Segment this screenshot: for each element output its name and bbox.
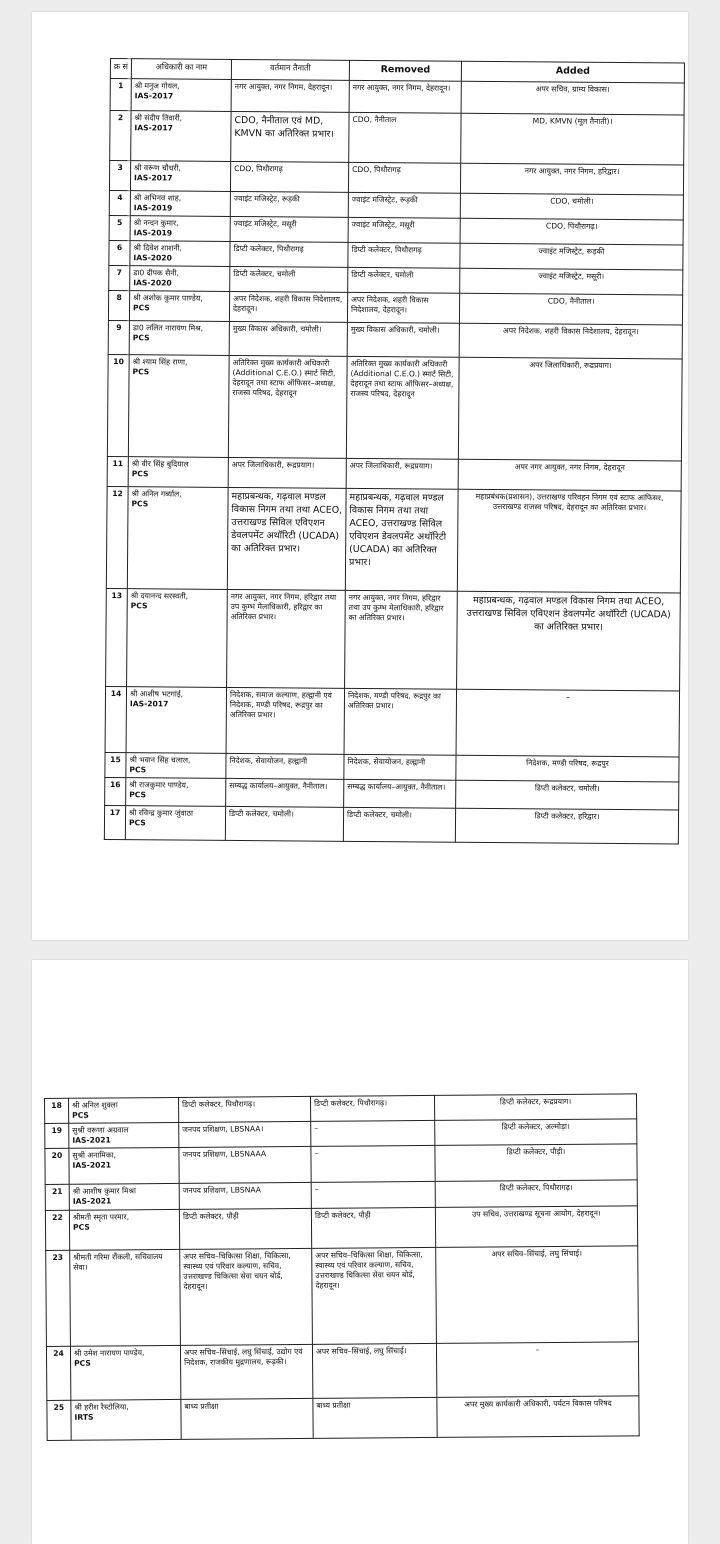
officer-name: श्रीमती स्मृता परमार, bbox=[72, 1212, 130, 1222]
current-posting: मुख्य विकास अधिकारी, चमोली। bbox=[229, 321, 347, 356]
serial-number: 14 bbox=[105, 686, 127, 752]
header-added: Added bbox=[461, 61, 684, 82]
removed-posting: – bbox=[311, 1120, 435, 1146]
added-posting: – bbox=[456, 689, 680, 757]
added-posting: डिप्टी कलेक्टर, पौड़ी। bbox=[435, 1144, 637, 1182]
added-posting: ज्वाइंट मजिस्ट्रेट, मसूरी। bbox=[460, 268, 683, 295]
added-posting: MD, KMVN (मूल तैनाती)। bbox=[461, 113, 684, 165]
added-posting: CDO, चमोली। bbox=[460, 193, 683, 220]
officer-cadre: IAS-2021 bbox=[72, 1135, 111, 1145]
officer-cell bbox=[71, 1399, 181, 1440]
header-sn: क्र सं bbox=[110, 59, 131, 79]
removed-posting: मुख्य विकास अधिकारी, चमोली। bbox=[347, 322, 459, 357]
serial-number: 21 bbox=[45, 1184, 69, 1210]
officer-cadre: PCS bbox=[74, 1358, 91, 1368]
header-removed: Removed bbox=[349, 60, 461, 80]
table-row bbox=[106, 486, 681, 593]
officer-cell bbox=[131, 78, 231, 111]
serial-number: 17 bbox=[104, 805, 125, 839]
officer-name: श्रीमती गरिमा रौंकली, सचिवालय सेवा। bbox=[73, 1252, 163, 1272]
serial-number: 4 bbox=[109, 190, 130, 215]
officer-cadre: IAS-2020 bbox=[133, 277, 172, 288]
officer-cell bbox=[130, 240, 230, 266]
officer-name: श्री श्याम सिंह राणा, bbox=[132, 356, 188, 367]
officer-cadre: PCS bbox=[131, 468, 149, 478]
added-posting: डिप्टी कलेक्टर, चमोली। bbox=[456, 780, 679, 810]
officer-name: श्री राजकुमार पाण्डेय, bbox=[129, 779, 189, 790]
officer-cell bbox=[129, 290, 229, 321]
officer-cadre: IAS-2017 bbox=[134, 90, 174, 101]
added-posting: ज्वाइंट मजिस्ट्रेट, रूड़की bbox=[460, 243, 683, 270]
current-posting: महाप्रबन्धक, गढ़वाल मण्डल विकास निगम तथा तथा ACEO, उत्तराखण्ड सिविल एविएशन डेवलपमेंट अथॉरिटी (UCADA) का अतिरिक्त प्रभार। bbox=[227, 487, 346, 590]
current-posting: बाध्य प्रतीक्षा bbox=[181, 1398, 313, 1439]
officer-cell bbox=[127, 486, 228, 589]
current-posting: अपर सचिव–चिकित्सा शिक्षा, चिकित्सा, स्वास्थ्य एवं परिवार कल्याण, सचिव, उत्तराखण्ड चिकित्सा सेवा चयन बोर्ड, देहरादून। bbox=[180, 1248, 313, 1345]
added-posting: डिप्टी कलेक्टर, अल्मोड़ा। bbox=[435, 1119, 637, 1146]
removed-posting: अतिरिक्त मुख्य कार्यकारी अधिकारी (Additional C.E.O.) स्मार्ट सिटी, देहरादून तथा स्टाफ ऑफिसर–अध्यक्ष, राजस्व परिषद, देहरादून bbox=[346, 356, 459, 459]
officer-name: श्री अभिनव शाह, bbox=[133, 192, 182, 203]
removed-posting: अपर सचिव–चिकित्सा शिक्षा, चिकित्सा, स्वास्थ्य एवं परिवार कल्याण, सचिव, उत्तराखण्ड चिकित्सा सेवा चयन बोर्ड, देहरादून। bbox=[312, 1247, 437, 1344]
officer-cell bbox=[130, 265, 230, 291]
removed-posting: CDO, पिथौरागढ़ bbox=[348, 162, 460, 193]
current-posting: अपर सचिव–सिंचाई, लघु सिंचाई, उद्योग एवं निदेशक, राजकीय मुद्रणालय, रूड़की। bbox=[180, 1344, 312, 1399]
officer-cell bbox=[128, 456, 228, 487]
serial-number: 2 bbox=[110, 110, 131, 160]
table-row bbox=[104, 805, 678, 844]
officer-name: श्री आशीष भटगांई, bbox=[129, 688, 184, 699]
current-posting: निदेशक, समाज कल्याण, हल्द्वानी एवं निदेशक, मण्डी परिषद, रूद्रपुर का अतिरिक्त प्रभार। bbox=[226, 687, 345, 754]
serial-number: 5 bbox=[109, 215, 130, 240]
serial-number: 13 bbox=[106, 588, 128, 686]
removed-posting: ज्वाइंट मजिस्ट्रेट, मसूरी bbox=[348, 217, 460, 243]
table-row bbox=[107, 456, 681, 491]
officer-name: सुश्री वरूणा अग्रवाल bbox=[72, 1125, 129, 1135]
removed-posting: नगर आयुक्त, नगर निगम, हरिद्वार तथा उप कुम्भ मेलाधिकारी, हरिद्वार का अतिरिक्त प्रभार। bbox=[345, 590, 458, 689]
document-page-2 bbox=[32, 960, 688, 1544]
removed-posting: नगर आयुक्त, नगर निगम, देहरादून। bbox=[349, 80, 461, 113]
current-posting: डिप्टी कलेक्टर, चमोली bbox=[230, 266, 348, 292]
serial-number: 23 bbox=[46, 1250, 71, 1346]
added-posting: महाप्रबन्धक, गढ़वाल मण्डल विकास निगम तथा ACEO, उत्तराखण्ड सिविल एविएशन डेवलपमेंट अथॉरिटी (UCADA) का अतिरिक्त प्रभार। bbox=[457, 591, 681, 691]
current-posting: डिप्टी कलेक्टर, पिथौरागढ़ bbox=[230, 241, 348, 267]
officer-name: श्री अनिल गर्ब्याल, bbox=[131, 488, 182, 499]
officer-cadre: IAS-2019 bbox=[133, 202, 173, 213]
officer-cadre: IAS-2020 bbox=[133, 252, 172, 263]
officer-name: श्री अनिल शुक्ला bbox=[72, 1100, 118, 1110]
added-posting: CDO, पिथौरागढ़। bbox=[460, 218, 683, 245]
table-row bbox=[46, 1342, 638, 1401]
officer-name: श्री भवान सिंह चलाल, bbox=[129, 754, 191, 765]
current-posting: जनपद प्रशिक्षण, LBSNAA bbox=[179, 1182, 311, 1209]
officer-cell bbox=[128, 354, 229, 457]
officer-cadre: PCS bbox=[128, 817, 146, 828]
officer-name: श्री वरूण चौधरी, bbox=[134, 162, 181, 173]
officer-cell bbox=[69, 1097, 179, 1123]
officer-name: श्री हरीश रैस्टोलिया, bbox=[74, 1402, 129, 1412]
officer-cell bbox=[130, 190, 230, 216]
table-row bbox=[45, 1206, 637, 1251]
current-posting: ज्वाइंट मजिस्ट्रेट, रूड़की bbox=[230, 191, 348, 217]
removed-posting: डिप्टी कलेक्टर, पौड़ी bbox=[311, 1207, 435, 1248]
current-posting: CDO, पिथौरागढ़ bbox=[230, 161, 348, 192]
added-posting: नगर आयुक्त, नगर निगम, हरिद्वार। bbox=[460, 163, 683, 195]
officer-cell bbox=[69, 1122, 179, 1148]
transfer-table-1 bbox=[104, 58, 685, 844]
officer-cell bbox=[126, 686, 227, 753]
officer-name: श्री नन्दन कुमार, bbox=[133, 217, 179, 228]
officer-cadre: PCS bbox=[72, 1222, 90, 1232]
table-row bbox=[108, 290, 682, 325]
officer-cell bbox=[126, 777, 226, 806]
officer-cadre: PCS bbox=[129, 789, 147, 800]
serial-number: 3 bbox=[109, 160, 130, 190]
added-posting: महाप्रबंधक(प्रशासन), उत्तराखण्ड परिवहन निगम एवं स्टाफ आफिसर, उत्तराखण्ड राजस्व परिषद, देहरादून का अतिरिक्त प्रभार। bbox=[457, 489, 681, 593]
removed-posting: डिप्टी कलेक्टर, चमोली bbox=[348, 267, 460, 293]
header-current-posting: वर्तमान तैनाती bbox=[231, 59, 349, 79]
current-posting: अपर निदेशक, शहरी विकास निदेशालय, देहरादून। bbox=[229, 291, 347, 322]
officer-cell bbox=[69, 1210, 179, 1251]
officer-name: श्री दयानन्द सरस्वती, bbox=[130, 590, 189, 601]
current-posting: जनपद प्रशिक्षण, LBSNAAA bbox=[179, 1146, 311, 1183]
removed-posting: ज्वाइंट मजिस्ट्रेट, रूड़की bbox=[348, 192, 460, 218]
added-posting: अपर मुख्य कार्यकारी अधिकारी, पर्यटन विकास परिषद bbox=[437, 1396, 639, 1438]
table-row bbox=[106, 588, 681, 691]
added-posting: – bbox=[436, 1342, 638, 1398]
serial-number: 7 bbox=[109, 265, 130, 290]
officer-cell bbox=[69, 1184, 179, 1211]
table-row bbox=[105, 777, 679, 810]
current-posting: नगर आयुक्त, नगर निगम, हरिद्वार तथा उप कुम्भ मेलाधिकारी, हरिद्वार का अतिरिक्त प्रभार। bbox=[227, 589, 346, 688]
table-row bbox=[107, 354, 682, 461]
current-posting: डिप्टी कलेक्टर, चमोली। bbox=[225, 806, 343, 841]
officer-cadre: PCS bbox=[132, 366, 150, 376]
document-page-1 bbox=[32, 12, 688, 940]
officer-cadre: PCS bbox=[132, 332, 150, 342]
transfer-table-sheet-2 bbox=[44, 1093, 639, 1441]
added-posting: डिप्टी कलेक्टर, हरिद्वार। bbox=[455, 808, 678, 844]
officer-name: श्री मनुज गोयल, bbox=[134, 80, 180, 91]
added-posting: उप सचिव, उत्तराखण्ड सूचना आयोग, देहरादून। bbox=[435, 1206, 637, 1248]
removed-posting: – bbox=[311, 1145, 435, 1182]
serial-number: 1 bbox=[110, 78, 131, 110]
officer-name: श्री संदीप तिवारी, bbox=[134, 112, 183, 123]
current-posting: जनपद प्रशिक्षण, LBSNAA। bbox=[179, 1121, 311, 1147]
serial-number: 16 bbox=[105, 777, 126, 805]
current-posting: डिप्टी कलेक्टर, पिथौरागढ़। bbox=[178, 1096, 310, 1122]
officer-cadre: IAS-2017 bbox=[134, 172, 173, 183]
officer-name: श्री दिवेश शाशनी, bbox=[133, 242, 183, 253]
added-posting: डिप्टी कलेक्टर, रूद्रप्रयाग। bbox=[434, 1094, 636, 1121]
removed-posting: महाप्रबन्धक, गढ़वाल मण्डल विकास निगम तथा तथा ACEO, उत्तराखण्ड सिविल एविएशन डेवलपमेंट अथॉरिटी (UCADA) का अतिरिक्त प्रभार। bbox=[345, 488, 458, 591]
officer-name: डा0 दीपक सैनी, bbox=[133, 267, 179, 278]
removed-posting: सम्बद्ध कार्यालय–आयुक्त, नैनीताल। bbox=[344, 779, 456, 808]
table-row bbox=[45, 1144, 637, 1185]
officer-cell bbox=[130, 215, 230, 241]
added-posting: अपर सचिव, ग्राम्य विकास। bbox=[461, 81, 684, 115]
removed-posting: डिप्टी कलेक्टर, पिथौरागढ़ bbox=[348, 242, 460, 268]
officer-name: डा0 ललित नारायण मिश्र, bbox=[132, 322, 204, 333]
officer-name: श्री वीर सिंह बुदियाल bbox=[131, 458, 189, 469]
table-row bbox=[46, 1246, 639, 1347]
added-posting: अपर नगर आयुक्त, नगर निगम, देहरादून bbox=[458, 459, 681, 491]
officer-cadre: IAS-2017 bbox=[129, 698, 169, 709]
serial-number: 12 bbox=[106, 486, 128, 588]
officer-cadre: IAS-2017 bbox=[134, 122, 173, 133]
officer-name: श्री आशीष कुमार मिश्रा bbox=[72, 1186, 136, 1196]
transfer-table-2 bbox=[44, 1093, 640, 1441]
removed-posting: बाध्य प्रतीक्षा bbox=[313, 1397, 437, 1438]
officer-cell bbox=[130, 160, 230, 191]
current-posting: निदेशक, सेवायोजन, हल्द्वानी bbox=[226, 753, 344, 779]
officer-cell bbox=[70, 1250, 181, 1347]
table-row bbox=[109, 160, 683, 195]
officer-cell bbox=[69, 1148, 179, 1185]
removed-posting: डिप्टी कलेक्टर, चमोली। bbox=[343, 807, 455, 842]
serial-number: 25 bbox=[47, 1400, 71, 1440]
serial-number: 6 bbox=[109, 240, 130, 265]
current-posting: सम्बद्ध कार्यालय–आयुक्त, नैनीताल। bbox=[226, 778, 344, 807]
officer-cadre: IAS-2021 bbox=[72, 1160, 112, 1170]
table-row bbox=[110, 110, 684, 165]
serial-number: 10 bbox=[107, 354, 129, 456]
serial-number: 9 bbox=[108, 320, 129, 354]
serial-number: 11 bbox=[107, 456, 128, 486]
officer-name: सुश्री अनामिका, bbox=[72, 1150, 117, 1160]
officer-name: श्री अशोक कुमार पाण्डेय, bbox=[133, 292, 203, 303]
officer-name: श्री रविन्द्र कुमार जुंवाठा bbox=[129, 807, 194, 818]
officer-cell bbox=[70, 1345, 180, 1400]
current-posting: अपर जिलाधिकारी, रूद्रप्रयाग। bbox=[228, 457, 346, 488]
officer-cadre: PCS bbox=[72, 1110, 89, 1120]
officer-cadre: PCS bbox=[131, 498, 149, 508]
officer-cadre: IAS-2021 bbox=[72, 1196, 112, 1206]
serial-number: 18 bbox=[45, 1098, 69, 1123]
removed-posting: – bbox=[311, 1181, 435, 1208]
current-posting: CDO, नैनीताल एवं MD, KMVN का अतिरिक्त प्रभार। bbox=[231, 111, 349, 162]
current-posting: डिप्टी कलेक्टर, पौड़ी bbox=[179, 1208, 311, 1249]
removed-posting: डिप्टी कलेक्टर, पिथौरागढ़। bbox=[310, 1095, 434, 1121]
officer-cadre: IRTS bbox=[74, 1412, 94, 1422]
removed-posting: निदेशक, मण्डी परिषद, रूद्रपुर का अतिरिक्त प्रभार। bbox=[344, 688, 457, 755]
officer-cadre: IAS-2019 bbox=[133, 227, 173, 238]
current-posting: ज्वाइंट मजिस्ट्रेट, मसूरी bbox=[230, 216, 348, 242]
table-row bbox=[105, 686, 680, 757]
officer-cadre: PCS bbox=[133, 302, 150, 312]
serial-number: 19 bbox=[45, 1123, 69, 1148]
serial-number: 8 bbox=[108, 290, 129, 320]
officer-cell bbox=[129, 320, 229, 355]
officer-cell bbox=[131, 110, 231, 161]
removed-posting: अपर सचिव–सिंचाई, लघु सिंचाई। bbox=[312, 1343, 436, 1398]
added-posting: अपर सचिव–सिंचाई, लघु सिंचाई। bbox=[436, 1246, 639, 1344]
removed-posting: अपर जिलाधिकारी, रूद्रप्रयाग। bbox=[346, 458, 458, 489]
officer-cell bbox=[125, 805, 225, 840]
added-posting: डिप्टी कलेक्टर, पिथौरागढ़। bbox=[435, 1180, 637, 1208]
added-posting: CDO, नैनीताल। bbox=[459, 293, 682, 325]
removed-posting: CDO, नैनीताल bbox=[349, 112, 461, 163]
added-posting: अपर निदेशक, शहरी विकास निदेशालय, देहरादून। bbox=[459, 323, 682, 359]
officer-name: श्री उमेश नारायण पाण्डेय, bbox=[73, 1348, 145, 1358]
serial-number: 20 bbox=[45, 1148, 69, 1184]
officer-cadre: PCS bbox=[129, 764, 147, 774]
added-posting: अपर जिलाधिकारी, रूद्रप्रयाग। bbox=[458, 357, 682, 461]
serial-number: 15 bbox=[105, 752, 126, 777]
current-posting: नगर आयुक्त, नगर निगम, देहरादून। bbox=[231, 79, 349, 112]
officer-cadre: PCS bbox=[130, 600, 148, 610]
current-posting: अतिरिक्त मुख्य कार्यकारी अधिकारी (Additional C.E.O.) स्मार्ट सिटी, देहरादून तथा स्टाफ ऑफिसर–अध्यक्ष, राजस्व परिषद, देहरादून bbox=[228, 355, 347, 458]
added-posting: निदेशक, मण्डी परिषद, रूद्रपुर bbox=[456, 755, 679, 782]
serial-number: 22 bbox=[45, 1210, 69, 1250]
officer-cell bbox=[126, 752, 226, 778]
table-row bbox=[47, 1396, 639, 1441]
transfer-table-sheet-1 bbox=[104, 58, 684, 844]
removed-posting: निदेशक, सेवायोजन, हल्द्वानी bbox=[344, 754, 456, 780]
removed-posting: अपर निदेशक, शहरी विकास निदेशालय, देहरादून। bbox=[347, 292, 459, 323]
header-officer-name: अधिकारी का नाम bbox=[131, 59, 231, 79]
table-row bbox=[110, 78, 684, 115]
officer-cell bbox=[127, 588, 228, 687]
serial-number: 24 bbox=[46, 1346, 70, 1400]
table-row bbox=[108, 320, 682, 359]
